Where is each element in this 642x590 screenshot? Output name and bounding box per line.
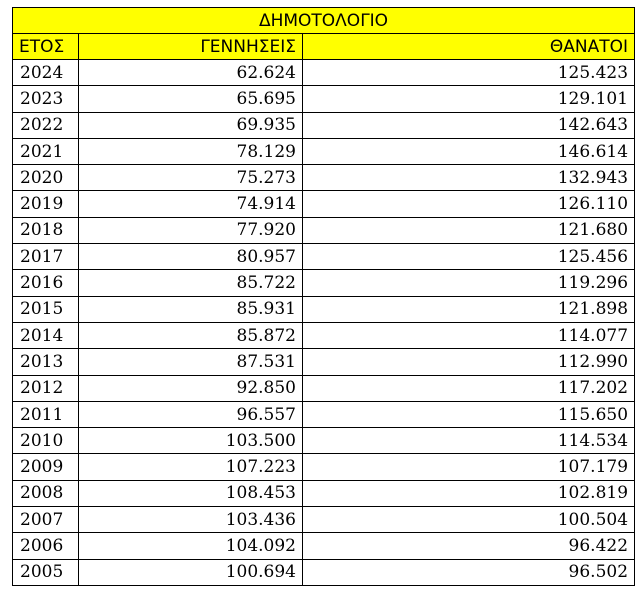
cell-year: 2017 xyxy=(13,244,79,270)
cell-year: 2015 xyxy=(13,296,79,322)
header-deaths: ΘΑΝΑΤΟΙ xyxy=(303,34,635,60)
cell-births: 78.129 xyxy=(79,138,303,164)
cell-births: 62.624 xyxy=(79,60,303,86)
cell-year: 2010 xyxy=(13,428,79,454)
table-row xyxy=(13,165,635,191)
cell-deaths: 121.898 xyxy=(303,296,635,322)
table-row xyxy=(13,559,635,585)
cell-year: 2013 xyxy=(13,349,79,375)
header-row xyxy=(13,34,635,60)
table-row xyxy=(13,507,635,533)
table-row xyxy=(13,401,635,427)
cell-year: 2020 xyxy=(13,165,79,191)
table-row xyxy=(13,138,635,164)
cell-births: 69.935 xyxy=(79,112,303,138)
cell-births: 108.453 xyxy=(79,480,303,506)
cell-deaths: 129.101 xyxy=(303,86,635,112)
cell-births: 85.872 xyxy=(79,322,303,348)
cell-deaths: 146.614 xyxy=(303,138,635,164)
cell-year: 2022 xyxy=(13,112,79,138)
cell-deaths: 96.502 xyxy=(303,559,635,585)
cell-deaths: 107.179 xyxy=(303,454,635,480)
table-row xyxy=(13,270,635,296)
cell-births: 77.920 xyxy=(79,217,303,243)
cell-births: 92.850 xyxy=(79,375,303,401)
table-body xyxy=(13,60,635,586)
cell-year: 2007 xyxy=(13,507,79,533)
cell-deaths: 114.077 xyxy=(303,322,635,348)
cell-deaths: 142.643 xyxy=(303,112,635,138)
cell-year: 2005 xyxy=(13,559,79,585)
cell-deaths: 115.650 xyxy=(303,401,635,427)
header-births: ΓΕΝΝΗΣΕΙΣ xyxy=(79,34,303,60)
table-row xyxy=(13,428,635,454)
table-row xyxy=(13,191,635,217)
cell-year: 2006 xyxy=(13,533,79,559)
cell-births: 107.223 xyxy=(79,454,303,480)
table-row xyxy=(13,480,635,506)
cell-deaths: 117.202 xyxy=(303,375,635,401)
cell-deaths: 114.534 xyxy=(303,428,635,454)
cell-year: 2012 xyxy=(13,375,79,401)
cell-deaths: 126.110 xyxy=(303,191,635,217)
registry-table xyxy=(12,7,635,586)
table-row xyxy=(13,533,635,559)
cell-deaths: 132.943 xyxy=(303,165,635,191)
table-title: ΔΗΜΟΤΟΛΟΓΙΟ xyxy=(13,8,635,34)
table-row xyxy=(13,296,635,322)
cell-year: 2009 xyxy=(13,454,79,480)
cell-births: 103.500 xyxy=(79,428,303,454)
cell-year: 2008 xyxy=(13,480,79,506)
registry-table-container xyxy=(12,7,634,586)
cell-births: 75.273 xyxy=(79,165,303,191)
cell-births: 85.931 xyxy=(79,296,303,322)
cell-births: 74.914 xyxy=(79,191,303,217)
table-row xyxy=(13,322,635,348)
cell-year: 2011 xyxy=(13,401,79,427)
header-year: ΕΤΟΣ xyxy=(13,34,79,60)
table-row xyxy=(13,112,635,138)
table-row xyxy=(13,349,635,375)
cell-year: 2014 xyxy=(13,322,79,348)
cell-births: 103.436 xyxy=(79,507,303,533)
cell-deaths: 125.423 xyxy=(303,60,635,86)
cell-deaths: 112.990 xyxy=(303,349,635,375)
cell-deaths: 96.422 xyxy=(303,533,635,559)
cell-deaths: 119.296 xyxy=(303,270,635,296)
cell-deaths: 100.504 xyxy=(303,507,635,533)
cell-births: 85.722 xyxy=(79,270,303,296)
cell-year: 2018 xyxy=(13,217,79,243)
cell-births: 96.557 xyxy=(79,401,303,427)
table-row xyxy=(13,375,635,401)
cell-deaths: 125.456 xyxy=(303,244,635,270)
cell-births: 65.695 xyxy=(79,86,303,112)
cell-births: 80.957 xyxy=(79,244,303,270)
table-row xyxy=(13,60,635,86)
cell-year: 2021 xyxy=(13,138,79,164)
table-row xyxy=(13,86,635,112)
cell-births: 100.694 xyxy=(79,559,303,585)
cell-births: 104.092 xyxy=(79,533,303,559)
cell-year: 2023 xyxy=(13,86,79,112)
cell-year: 2019 xyxy=(13,191,79,217)
table-row xyxy=(13,454,635,480)
table-row xyxy=(13,244,635,270)
title-row xyxy=(13,8,635,34)
table-row xyxy=(13,217,635,243)
cell-deaths: 102.819 xyxy=(303,480,635,506)
cell-year: 2016 xyxy=(13,270,79,296)
cell-year: 2024 xyxy=(13,60,79,86)
cell-deaths: 121.680 xyxy=(303,217,635,243)
cell-births: 87.531 xyxy=(79,349,303,375)
